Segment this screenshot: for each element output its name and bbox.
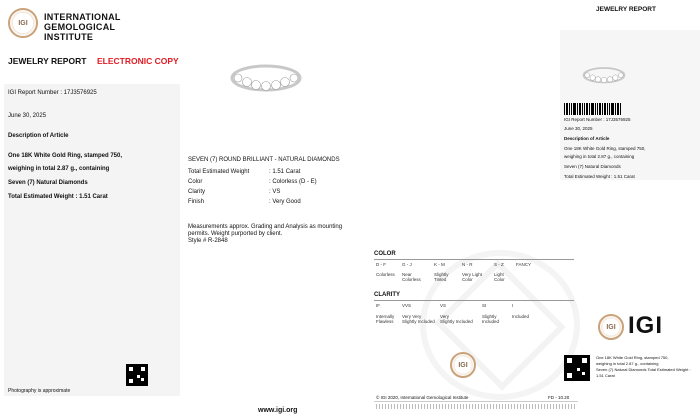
comment-line-3: Style # R-2848 <box>188 238 228 244</box>
spec-colon: : <box>269 199 273 205</box>
igi-seal-logo <box>8 8 38 38</box>
right-igi-logo-text: IGI <box>628 312 664 339</box>
spec-row-finish <box>188 199 358 205</box>
color-desc-light: Light Color <box>494 272 505 282</box>
clarity-grade-i: I <box>512 303 514 308</box>
ring-photo-center <box>226 56 306 96</box>
spec-value: Colorless (D - E) <box>272 179 317 185</box>
igi-seal-stamp-text: IGI <box>458 361 468 369</box>
institute-name <box>44 12 121 42</box>
color-grade-gj: G - J <box>402 262 412 267</box>
right-report-title: JEWELRY REPORT <box>596 6 656 13</box>
description-line-4: Total Estimated Weight : 1.51 Carat <box>8 194 108 200</box>
institute-line-1: INTERNATIONAL <box>44 12 121 22</box>
right-stub-line-2: weighing in total 2.87 g., containing <box>596 361 659 366</box>
right-igi-seal-text: IGI <box>606 323 616 331</box>
right-description-heading: Description of Article <box>564 136 610 141</box>
spec-row-color <box>188 179 358 185</box>
right-description-line-1: One 18K White Gold Ring, stamped 750, <box>564 146 646 151</box>
right-qr-code <box>564 355 590 381</box>
spec-label: Clarity <box>188 189 206 195</box>
color-grade-km: K - M <box>434 262 445 267</box>
description-line-2: weighing in total 2.87 g., containing <box>8 166 110 172</box>
color-grade-nr: N - R <box>462 262 473 267</box>
right-description-line-2: weighing in total 2.87 g., containing <box>564 154 635 159</box>
spec-colon: : <box>269 179 273 185</box>
spec-value: 1.51 Carat <box>272 169 301 175</box>
igi-seal-text: IGI <box>18 19 28 27</box>
report-title: JEWELRY REPORT <box>8 56 87 66</box>
spec-colon: : <box>269 189 273 195</box>
clarity-desc-i: Included <box>512 314 530 319</box>
comment-line-1: Measurements approx. Grading and Analysis as mounting <box>188 224 343 230</box>
spec-value: VS <box>272 189 281 195</box>
footer-barcode <box>376 404 576 409</box>
color-scale-line <box>374 259 574 260</box>
color-grade-sz: S - Z <box>494 262 504 267</box>
clarity-scale-title: CLARITY <box>374 292 400 298</box>
copyright-text: © IGI 2020, International Gemological Institute <box>376 395 469 400</box>
spec-label: Total Estimated Weight <box>188 169 250 175</box>
comment-line-2: permits. Weight purported by client. <box>188 231 283 237</box>
clarity-grade-if: IF <box>376 303 380 308</box>
clarity-scale-line <box>374 300 574 301</box>
color-scale-title: COLOR <box>374 251 396 257</box>
right-stub-line-3: Seven (7) Natural Diamonds Total Estimated Weight : <box>596 367 691 372</box>
photo-note: Photography is approximate <box>8 388 71 394</box>
right-report-date: June 30, 2025 <box>564 126 593 131</box>
color-desc-colorless: Colorless <box>376 272 395 277</box>
spec-label: Color <box>188 179 203 185</box>
diamond-title: SEVEN (7) ROUND BRILLIANT - NATURAL DIAMONDS <box>188 157 340 163</box>
right-barcode <box>564 103 628 115</box>
clarity-grade-vvs: VVS <box>402 303 412 308</box>
color-desc-very-light: Very Light Color <box>462 272 483 282</box>
right-description-line-3: Seven (7) Natural Diamonds <box>564 164 621 169</box>
clarity-grade-vs: VS <box>440 303 447 308</box>
description-line-3: Seven (7) Natural Diamonds <box>8 180 88 186</box>
left-details-box <box>4 84 180 396</box>
clarity-desc-vvs: Very Very Slightly Included <box>402 314 435 324</box>
scales-footer-line <box>374 401 578 402</box>
ring-photo-right <box>580 62 628 86</box>
report-date: June 30, 2025 <box>8 113 47 119</box>
spec-row-weight <box>188 169 358 175</box>
form-code: FD - 10.20 <box>548 395 570 400</box>
spec-label: Finish <box>188 199 205 205</box>
right-report-number: IGI Report Number : 17J3576925 <box>564 117 631 122</box>
color-desc-slightly-tinted: Slightly Tinted <box>434 272 449 282</box>
institute-line-2: GEMOLOGICAL <box>44 22 116 32</box>
clarity-desc-vs: Very Slightly Included <box>440 314 473 324</box>
right-stub-line-4: 1.51 Carat <box>596 373 615 378</box>
clarity-grade-si: SI <box>482 303 487 308</box>
color-grade-fancy: FANCY <box>516 262 532 267</box>
description-line-1: One 18K White Gold Ring, stamped 750, <box>8 153 123 159</box>
spec-value: Very Good <box>272 199 301 205</box>
spec-row-clarity <box>188 189 358 195</box>
website-url[interactable]: www.igi.org <box>258 407 298 414</box>
igi-seal-stamp <box>450 352 476 378</box>
right-description-line-4: Total Estimated Weight : 1.51 Carat <box>564 174 635 179</box>
right-stub-line-1: One 18K White Gold Ring, stamped 750, <box>596 355 669 360</box>
left-panel <box>0 0 180 420</box>
electronic-copy-label: ELECTRONIC COPY <box>97 56 179 66</box>
description-heading: Description of Article <box>8 133 69 139</box>
clarity-desc-if: Internally Flawless <box>376 314 395 324</box>
institute-line-3: INSTITUTE <box>44 32 94 42</box>
qr-code-left <box>126 364 148 386</box>
report-number: IGI Report Number : 17J3576925 <box>8 90 97 96</box>
color-desc-near-colorless: Near Colorless <box>402 272 421 282</box>
right-igi-seal <box>598 314 624 340</box>
color-grade-df: D - F <box>376 262 386 267</box>
spec-colon: : <box>269 169 273 175</box>
clarity-desc-si: Slightly Included <box>482 314 500 324</box>
